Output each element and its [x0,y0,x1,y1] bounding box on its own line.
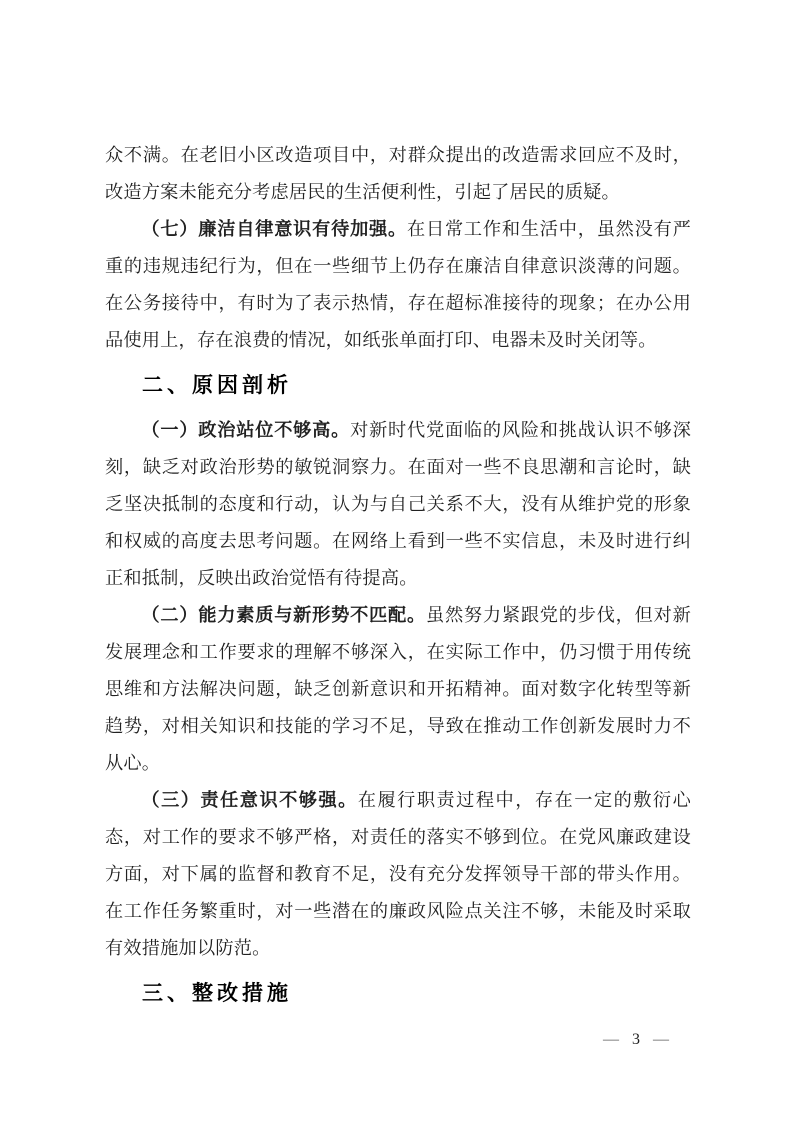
paragraph-lead: （七）廉洁自律意识有待加强。 [141,219,407,239]
paragraph [105,211,691,359]
paragraph [105,597,691,782]
document-content [105,137,691,1020]
paragraph-continued [105,137,691,211]
paragraph-lead: （一）政治站位不够高。 [141,420,351,440]
paragraph-text: 对新时代党面临的风险和挑战认识不够深刻，缺乏对政治形势的敏锐洞察力。在面对一些不良思潮和言论时，缺乏坚决抵制的态度和行动，认为与自己关系不大，没有从维护党的形象和权威的高度去思考问题。在网络上看到一些不实信息，未及时进行纠正和抵制，反映出政治觉悟有待提高。 [105,420,692,588]
section-heading: 二、原因剖析 [142,374,292,397]
section-heading: 三、整改措施 [142,982,292,1005]
footer-dash-right: — [653,1031,669,1048]
paragraph-lead: （三）责任意识不够强。 [141,790,358,810]
paragraph [105,412,691,597]
paragraph-text: 在日常工作和生活中，虽然没有严重的违规违纪行为，但在一些细节上仍存在廉洁自律意识淡薄的问题。在公务接待中，有时为了表示热情，存在超标准接待的现象；在办公用品使用上，存在浪费的情况，如纸张单面打印、电器未及时关闭等。 [105,219,691,350]
paragraph-text: 虽然努力紧跟党的步伐，但对新发展理念和工作要求的理解不够深入，在实际工作中，仍习惯于用传统思维和方法解决问题，缺乏创新意识和开拓精神。面对数字化转型等新趋势，对相关知识和技能的学习不足，导致在推动工作创新发展时力不从心。 [105,605,691,773]
paragraph-text: 众不满。在老旧小区改造项目中，对群众提出的改造需求回应不及时，改造方案未能充分考虑居民的生活便利性，引起了居民的质疑。 [105,145,691,202]
page-footer [603,1031,669,1049]
footer-dash-left: — [603,1031,619,1048]
paragraph-lead: （二）能力素质与新形势不匹配。 [141,605,426,625]
paragraph-text: 在履行职责过程中，存在一定的敷衍心态，对工作的要求不够严格，对责任的落实不够到位。在党风廉政建设方面，对下属的监督和教育不足，没有充分发挥领导干部的带头作用。在工作任务繁重时，对一些潜在的廉政风险点关注不够，未能及时采取有效措施加以防范。 [105,790,691,958]
page-number: 3 [632,1031,640,1048]
paragraph [105,782,691,967]
